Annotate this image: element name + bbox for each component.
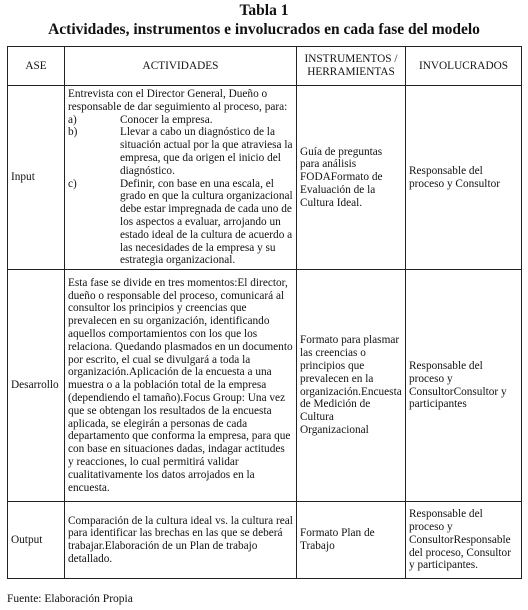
header-instruments: INSTRUMENTOS / HERRAMIENTAS xyxy=(297,47,406,86)
instruments-cell: Formato para plasmar las creencias o principios que prevalecen en la organización.Encuesta de Medición de Cultura Organizacional xyxy=(297,270,406,502)
item-text: Llevar a cabo un diagnóstico de la situación actual por la que atraviesa la empresa, que da origen el inicio del diagnóstico. xyxy=(120,126,293,177)
activities-intro: Entrevista con el Director General, Dueño o responsable de dar seguimiento al proceso, para: xyxy=(68,88,288,113)
item-label: c) xyxy=(68,177,77,190)
table-header-row xyxy=(8,47,522,86)
source-note: Fuente: Elaboración Propia xyxy=(7,593,133,605)
instruments-cell: Formato Plan de Trabajo xyxy=(297,502,406,579)
activities-table xyxy=(7,46,522,579)
involved-cell: Responsable del proceso y Consultor xyxy=(406,86,522,270)
table-title: Tabla 1 xyxy=(239,2,289,19)
item-label: a) xyxy=(68,113,77,126)
involved-cell: Responsable del proceso y ConsultorResponsable del proceso, Consultor y participantes. xyxy=(406,502,522,579)
list-item xyxy=(68,114,293,127)
header-involved: INVOLUCRADOS xyxy=(406,47,522,86)
table-subtitle: Actividades, instrumentos e involucrados en cada fase del modelo xyxy=(48,21,480,38)
item-label: b) xyxy=(68,126,78,139)
list-item xyxy=(68,126,293,177)
involved-cell: Responsable del proceso y ConsultorConsultor y participantes xyxy=(406,270,522,502)
table-row xyxy=(8,270,522,502)
phase-cell: Output xyxy=(8,502,65,579)
phase-cell: Desarrollo xyxy=(8,270,65,502)
list-item xyxy=(68,178,293,268)
phase-cell: Input xyxy=(8,86,65,270)
activities-cell xyxy=(65,86,297,270)
activities-cell: Comparación de la cultura ideal vs. la cultura real para identificar las brechas en las que se deberá trabajar.Elaboración de un Plan de trabajo detallado. xyxy=(65,502,297,579)
item-text: Definir, con base en una escala, el grado en que la cultura organizacional debe estar impregnada de cada uno de los aspectos a evaluar, arrojando un estado ideal de la cultura de acuerdo a las necesidades de la empresa y su estrategia organizacional. xyxy=(120,177,293,267)
table-row xyxy=(8,86,522,270)
table-row xyxy=(8,502,522,579)
header-activities: ACTIVIDADES xyxy=(65,47,297,86)
item-text: Conocer la empresa. xyxy=(120,113,213,126)
instruments-cell: Guía de preguntas para análisis FODAFormato de Evaluación de la Cultura Ideal. xyxy=(297,86,406,270)
activities-cell: Esta fase se divide en tres momentos:El director, dueño o responsable del proceso, comunicará al consultor los principios y creencias que prevalecen en su organización, identificando aquellos comportamientos con los que los relaciona. Quedando plasmados en un documento por escrito, el cual se divulgará a toda la organización.Aplicación de la encuesta a una muestra o a la población total de la empresa (dependiendo el tamaño).Focus Group: Una vez que se obtengan los resultados de la encuesta aplicada, se elegirán a personas de cada departamento que conforma la empresa, para que con base en situaciones dadas, indagar actitudes y reacciones, lo cual permitirá validar cualitativamente los datos arrojados en la encuesta. xyxy=(65,270,297,502)
header-phase: ASE xyxy=(8,47,65,86)
